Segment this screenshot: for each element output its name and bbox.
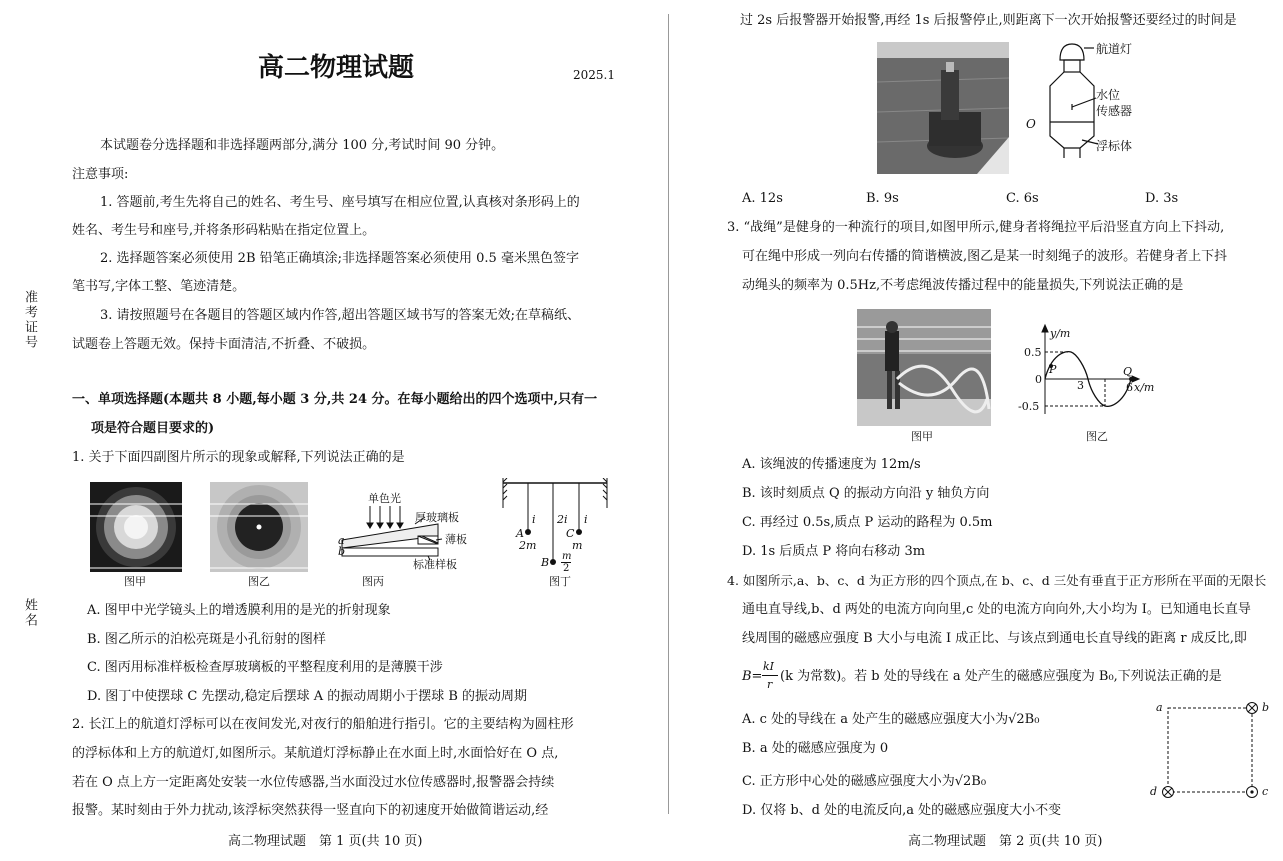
page-title: 高二物理试题 [258, 53, 415, 83]
q1-fig-c-thick: 厚玻璃板 [415, 511, 459, 524]
intro-text: 本试题卷分选择题和非选择题两部分,满分 100 分,考试时间 90 分钟。 [100, 138, 505, 153]
q1-fig-d-mC: m [572, 539, 583, 552]
q3-graph-x6: 6 [1126, 381, 1133, 394]
q1-option-c: C. 图丙用标准样板检查厚玻璃板的平整程度利用的是薄膜干涉 [87, 660, 443, 675]
q1-fig-d-mB-den: 2 [563, 563, 570, 574]
q1-fig-d-i1: i [532, 513, 536, 526]
q3-graph-x3: 3 [1077, 379, 1084, 392]
q1-stem: 1. 关于下面四副图片所示的现象或解释,下列说法正确的是 [72, 450, 405, 465]
q2-option-d: D. 3s [1145, 191, 1179, 206]
q3-line-1: 3. “战绳”是健身的一种流行的项目,如图甲所示,健身者将绳拉平后沿竖直方向上下抖动, [727, 220, 1225, 235]
q1-option-d: D. 图丁中使摆球 C 先摆动,稳定后摆球 A 的振动周期小于摆球 B 的振动周期 [87, 689, 528, 704]
notice-3b: 试题卷上答题无效。保持卡面清洁,不折叠、不破损。 [72, 337, 376, 352]
q4-option-d: D. 仅将 b、d 处的电流反向,a 处的磁感应强度大小不变 [742, 803, 1062, 818]
q3-graph-ylabel: y/m [1050, 327, 1071, 340]
q1-caption-a: 图甲 [124, 575, 146, 588]
q3-caption-a: 图甲 [911, 430, 933, 443]
q4-corner-b: b [1262, 701, 1270, 714]
q1-fig-d-C: C [566, 527, 575, 540]
q4-line-2: 通电直导线,b、d 两处的电流方向向里,c 处的电流方向向外,大小均为 I。已知通电长直导 [742, 602, 1251, 617]
q3-option-a: A. 该绳波的传播速度为 12m/s [742, 457, 921, 472]
q2-option-a: A. 12s [742, 191, 783, 206]
q1-fig-poisson [210, 482, 308, 572]
q2-line-3: 若在 O 点上方一定距离处安装一水位传感器,当水面没过水位传感器时,报警器会持续 [72, 775, 555, 790]
q1-fig-d-mA: 2m [519, 539, 537, 552]
q3-graph-Q: Q [1123, 365, 1133, 378]
q4-option-a: A. c 处的导线在 a 处产生的磁感应强度大小为√2B₀ [742, 712, 1040, 727]
name-label: 姓名 [22, 598, 37, 628]
q3-battle-rope-photo [857, 309, 991, 426]
notice-1a: 1. 答题前,考生先将自己的姓名、考生号、座号填写在相应位置,认真核对条形码上的 [100, 195, 580, 210]
q1-caption-b: 图乙 [248, 575, 270, 588]
notice-title: 注意事项: [72, 167, 129, 182]
q1-fig-lens [90, 482, 182, 572]
q2-line-4: 报警。某时刻由于外力扰动,该浮标突然获得一竖直向下的初速度开始做简谐运动,经 [72, 803, 549, 818]
q4-line-3: 线周围的磁感应强度 B 大小与电流 I 成正比、与该点到通电长直导线的距离 r 成反比,即 [742, 631, 1247, 646]
q1-fig-d-mB-num: m [562, 551, 572, 562]
q2-continued: 过 2s 后报警器开始报警,再经 1s 后报警停止,则距离下一次开始报警还要经过的时间是 [740, 13, 1237, 28]
q1-fig-pendulums [495, 478, 615, 570]
q4-formula-den: r [767, 678, 773, 691]
exam-id-label: 准考证号 [22, 290, 37, 350]
buoy-lamp-label: 航道灯 [1096, 42, 1133, 56]
section1-heading-b: 项是符合题目要求的) [91, 421, 215, 436]
q4-line-4: (k 为常数)。若 b 处的导线在 a 处产生的磁感应强度为 B₀,下列说法正确的是 [780, 669, 1222, 684]
q1-option-b: B. 图乙所示的泊松亮斑是小孔衍射的图样 [87, 632, 326, 647]
q1-caption-d: 图丁 [549, 575, 571, 588]
q1-fig-c-thin: 薄板 [445, 533, 467, 546]
q3-option-c: C. 再经过 0.5s,质点 P 运动的路程为 0.5m [742, 515, 993, 530]
q3-option-d: D. 1s 后质点 P 将向右移动 3m [742, 544, 926, 559]
q4-corner-a: a [1156, 701, 1163, 714]
notice-1b: 姓名、考生号和座号,并将条形码粘贴在指定位置上。 [72, 223, 376, 238]
q3-option-b: B. 该时刻质点 Q 的振动方向沿 y 轴负方向 [742, 486, 990, 501]
q3-graph-P: P [1049, 363, 1057, 376]
notice-3a: 3. 请按照题号在各题目的答题区域内作答,超出答题区域书写的答案无效;在草稿纸、 [100, 308, 581, 323]
exam-date: 2025.1 [573, 68, 615, 82]
q1-caption-c: 图丙 [362, 575, 384, 588]
q2-line-1: 2. 长江上的航道灯浮标可以在夜间发光,对夜行的船舶进行指引。它的主要结构为圆柱形 [72, 717, 574, 732]
q1-fig-c-light: 单色光 [368, 492, 401, 505]
buoy-sensor-label-1: 水位 [1096, 88, 1121, 102]
q3-line-2: 可在绳中形成一列向右传播的简谐横波,图乙是某一时刻绳子的波形。若健身者上下抖 [742, 249, 1228, 264]
buoy-float-label: 浮标体 [1096, 139, 1133, 153]
q4-corner-d: d [1150, 785, 1158, 798]
buoy-o-label: O [1026, 117, 1036, 131]
q2-option-c: C. 6s [1006, 191, 1039, 206]
q3-graph-ybot: -0.5 [1018, 400, 1040, 413]
page-divider [668, 14, 669, 814]
q1-fig-d-i2: 2i [557, 513, 568, 526]
section1-heading-a: 一、单项选择题(本题共 8 小题,每小题 3 分,共 24 分。在每小题给出的四个选项中,只有一 [72, 392, 598, 407]
q2-buoy-photo [877, 42, 1009, 174]
notice-2a: 2. 选择题答案必须使用 2B 铅笔正确填涂;非选择题答案必须使用 0.5 毫米黑色签字 [100, 251, 579, 266]
q1-option-a: A. 图甲中光学镜头上的增透膜利用的是光的折射现象 [87, 603, 391, 618]
q3-caption-b: 图乙 [1086, 430, 1108, 443]
q1-fig-c-std: 标准样板 [413, 558, 457, 571]
q1-fig-d-B: B [541, 556, 550, 569]
notice-2b: 笔书写,字体工整、笔迹清楚。 [72, 279, 246, 294]
q4-square-diagram [1160, 698, 1260, 798]
page2-footer: 高二物理试题 第 2 页(共 10 页) [908, 834, 1103, 849]
q4-line-1: 4. 如图所示,a、b、c、d 为正方形的四个顶点,在 b、c、d 三处有垂直于正方形所在平面的无限长 [727, 573, 1267, 588]
q1-fig-thin-film [330, 488, 480, 574]
q4-formula-lhs: B= [742, 669, 763, 684]
q4-formula-num: kI [763, 660, 775, 673]
q3-graph-xlabel: x/m [1134, 381, 1155, 394]
q4-corner-c: c [1262, 785, 1269, 798]
q3-graph-ytop: 0.5 [1024, 346, 1042, 359]
q1-fig-c-a: a [338, 534, 345, 547]
q4-option-b: B. a 处的磁感应强度为 0 [742, 741, 889, 756]
q4-formula-bar [762, 675, 778, 676]
buoy-sensor-label-2: 传感器 [1096, 104, 1133, 118]
q1-fig-c-b: b [338, 545, 346, 558]
q3-graph-origin: 0 [1035, 373, 1042, 386]
q4-option-c: C. 正方形中心处的磁感应强度大小为√2B₀ [742, 774, 987, 789]
q2-line-2: 的浮标体和上方的航道灯,如图所示。某航道灯浮标静止在水面上时,水面恰好在 O 点, [72, 746, 559, 761]
q3-line-3: 动绳头的频率为 0.5Hz,不考虑绳波传播过程中的能量损失,下列说法正确的是 [742, 278, 1184, 293]
q1-fig-d-A: A [516, 527, 524, 540]
page1-footer: 高二物理试题 第 1 页(共 10 页) [228, 834, 423, 849]
q1-fig-d-i3: i [584, 513, 588, 526]
q2-option-b: B. 9s [866, 191, 899, 206]
